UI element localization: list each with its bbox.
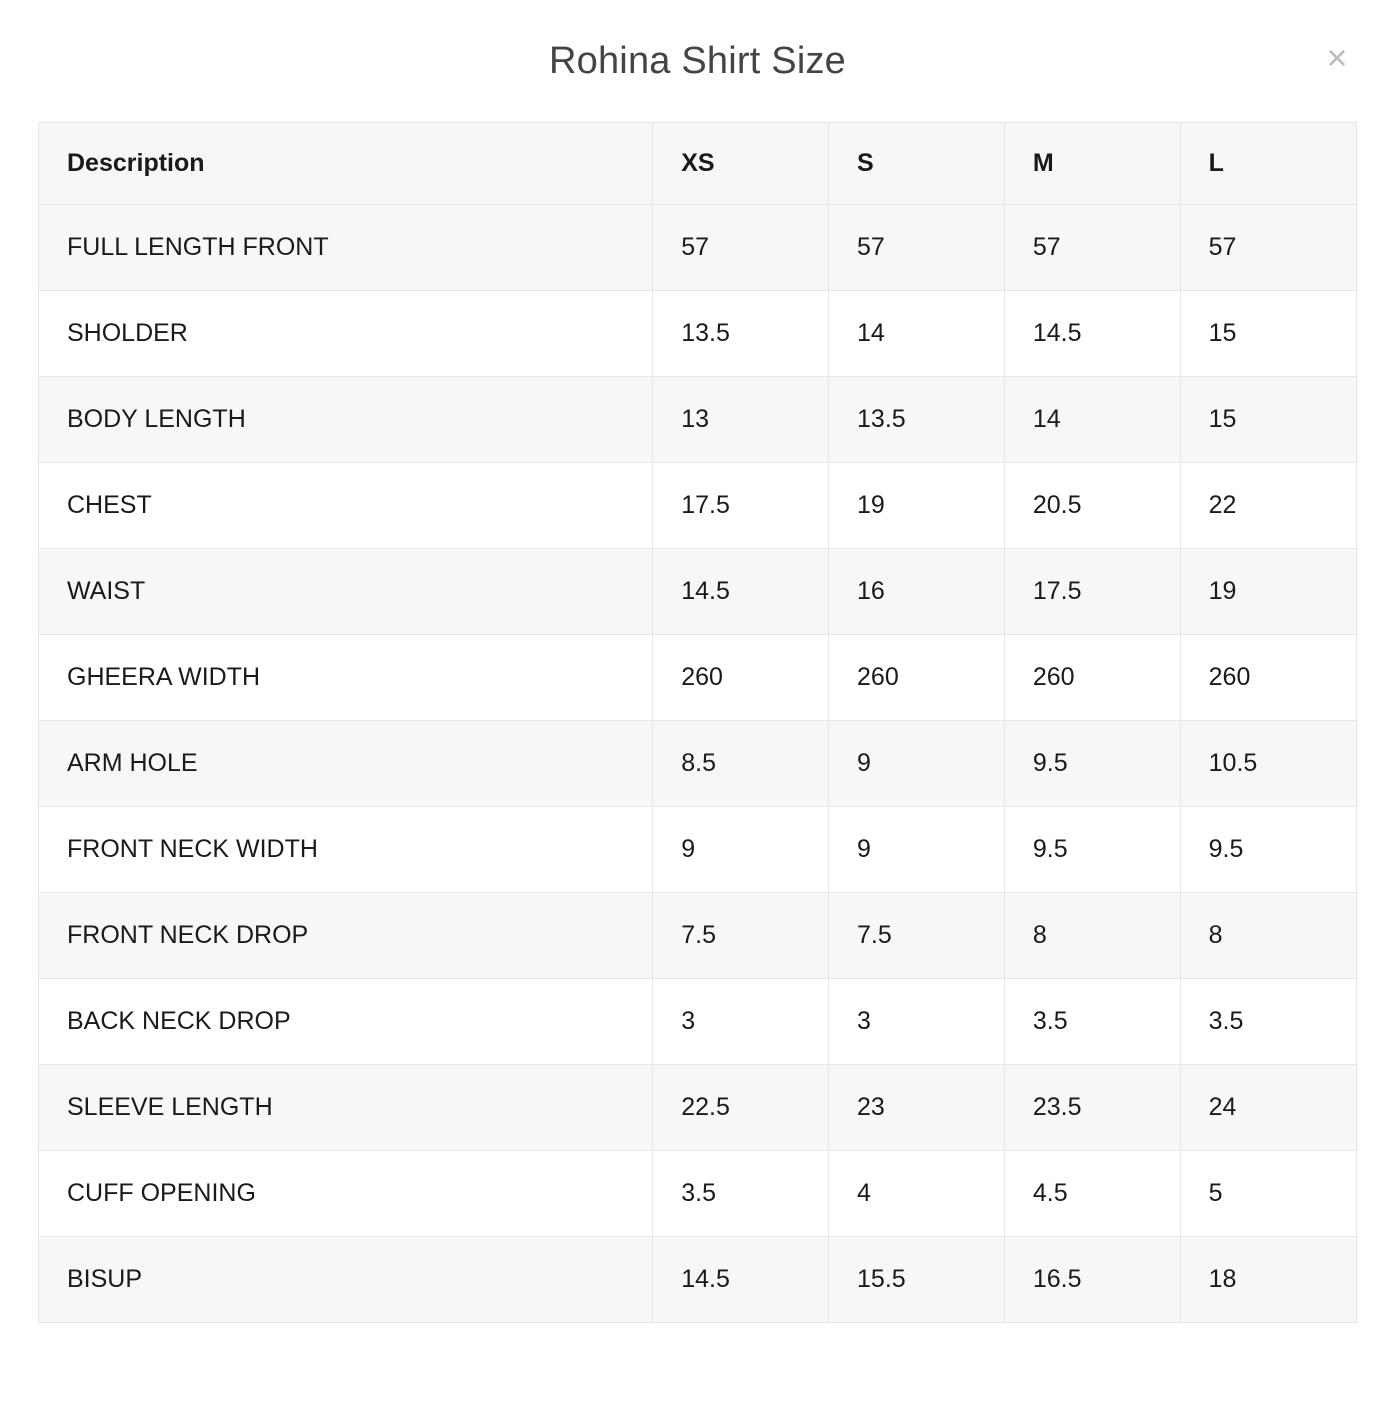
table-row [39, 291, 1356, 377]
size-table-container [38, 122, 1357, 1323]
cell-m: 17.5 [1004, 549, 1180, 635]
cell-s: 14 [829, 291, 1005, 377]
table-row [39, 549, 1356, 635]
row-label: CHEST [39, 463, 653, 549]
cell-xs: 9 [653, 807, 829, 893]
row-label: BODY LENGTH [39, 377, 653, 463]
column-header-l: L [1180, 123, 1356, 205]
cell-m: 20.5 [1004, 463, 1180, 549]
cell-s: 4 [829, 1151, 1005, 1237]
cell-m: 260 [1004, 635, 1180, 721]
cell-xs: 13.5 [653, 291, 829, 377]
cell-xs: 22.5 [653, 1065, 829, 1151]
table-row [39, 893, 1356, 979]
table-row [39, 807, 1356, 893]
table-row [39, 1151, 1356, 1237]
cell-l: 10.5 [1180, 721, 1356, 807]
column-header-m: M [1004, 123, 1180, 205]
cell-s: 16 [829, 549, 1005, 635]
cell-l: 8 [1180, 893, 1356, 979]
row-label: ARM HOLE [39, 721, 653, 807]
cell-s: 260 [829, 635, 1005, 721]
cell-l: 19 [1180, 549, 1356, 635]
table-row [39, 1237, 1356, 1323]
cell-xs: 3 [653, 979, 829, 1065]
table-body [39, 205, 1356, 1323]
cell-l: 260 [1180, 635, 1356, 721]
cell-l: 24 [1180, 1065, 1356, 1151]
cell-xs: 17.5 [653, 463, 829, 549]
modal-header [0, 0, 1395, 122]
page-title: Rohina Shirt Size [549, 39, 846, 82]
table-row [39, 979, 1356, 1065]
cell-s: 7.5 [829, 893, 1005, 979]
cell-m: 23.5 [1004, 1065, 1180, 1151]
cell-xs: 57 [653, 205, 829, 291]
cell-m: 9.5 [1004, 721, 1180, 807]
column-header-s: S [829, 123, 1005, 205]
cell-m: 9.5 [1004, 807, 1180, 893]
cell-m: 3.5 [1004, 979, 1180, 1065]
size-chart-table [39, 123, 1356, 1323]
cell-l: 15 [1180, 291, 1356, 377]
cell-xs: 14.5 [653, 549, 829, 635]
row-label: CUFF OPENING [39, 1151, 653, 1237]
cell-m: 57 [1004, 205, 1180, 291]
table-row [39, 463, 1356, 549]
cell-m: 16.5 [1004, 1237, 1180, 1323]
cell-l: 5 [1180, 1151, 1356, 1237]
table-row [39, 205, 1356, 291]
row-label: WAIST [39, 549, 653, 635]
cell-s: 23 [829, 1065, 1005, 1151]
table-header-row [39, 123, 1356, 205]
cell-xs: 260 [653, 635, 829, 721]
cell-m: 8 [1004, 893, 1180, 979]
cell-s: 9 [829, 721, 1005, 807]
cell-l: 3.5 [1180, 979, 1356, 1065]
table-row [39, 721, 1356, 807]
cell-xs: 8.5 [653, 721, 829, 807]
cell-s: 3 [829, 979, 1005, 1065]
cell-l: 18 [1180, 1237, 1356, 1323]
cell-xs: 13 [653, 377, 829, 463]
table-header [39, 123, 1356, 205]
cell-s: 13.5 [829, 377, 1005, 463]
cell-s: 19 [829, 463, 1005, 549]
cell-l: 57 [1180, 205, 1356, 291]
column-header-description: Description [39, 123, 653, 205]
cell-s: 15.5 [829, 1237, 1005, 1323]
cell-m: 14 [1004, 377, 1180, 463]
close-icon[interactable]: × [1317, 38, 1357, 78]
row-label: FRONT NECK WIDTH [39, 807, 653, 893]
table-row [39, 377, 1356, 463]
table-row [39, 635, 1356, 721]
cell-xs: 3.5 [653, 1151, 829, 1237]
row-label: FULL LENGTH FRONT [39, 205, 653, 291]
row-label: BACK NECK DROP [39, 979, 653, 1065]
cell-s: 57 [829, 205, 1005, 291]
column-header-xs: XS [653, 123, 829, 205]
cell-l: 22 [1180, 463, 1356, 549]
cell-m: 14.5 [1004, 291, 1180, 377]
cell-s: 9 [829, 807, 1005, 893]
row-label: SLEEVE LENGTH [39, 1065, 653, 1151]
cell-l: 9.5 [1180, 807, 1356, 893]
row-label: FRONT NECK DROP [39, 893, 653, 979]
cell-m: 4.5 [1004, 1151, 1180, 1237]
cell-xs: 14.5 [653, 1237, 829, 1323]
row-label: BISUP [39, 1237, 653, 1323]
row-label: GHEERA WIDTH [39, 635, 653, 721]
cell-l: 15 [1180, 377, 1356, 463]
row-label: SHOLDER [39, 291, 653, 377]
table-row [39, 1065, 1356, 1151]
cell-xs: 7.5 [653, 893, 829, 979]
